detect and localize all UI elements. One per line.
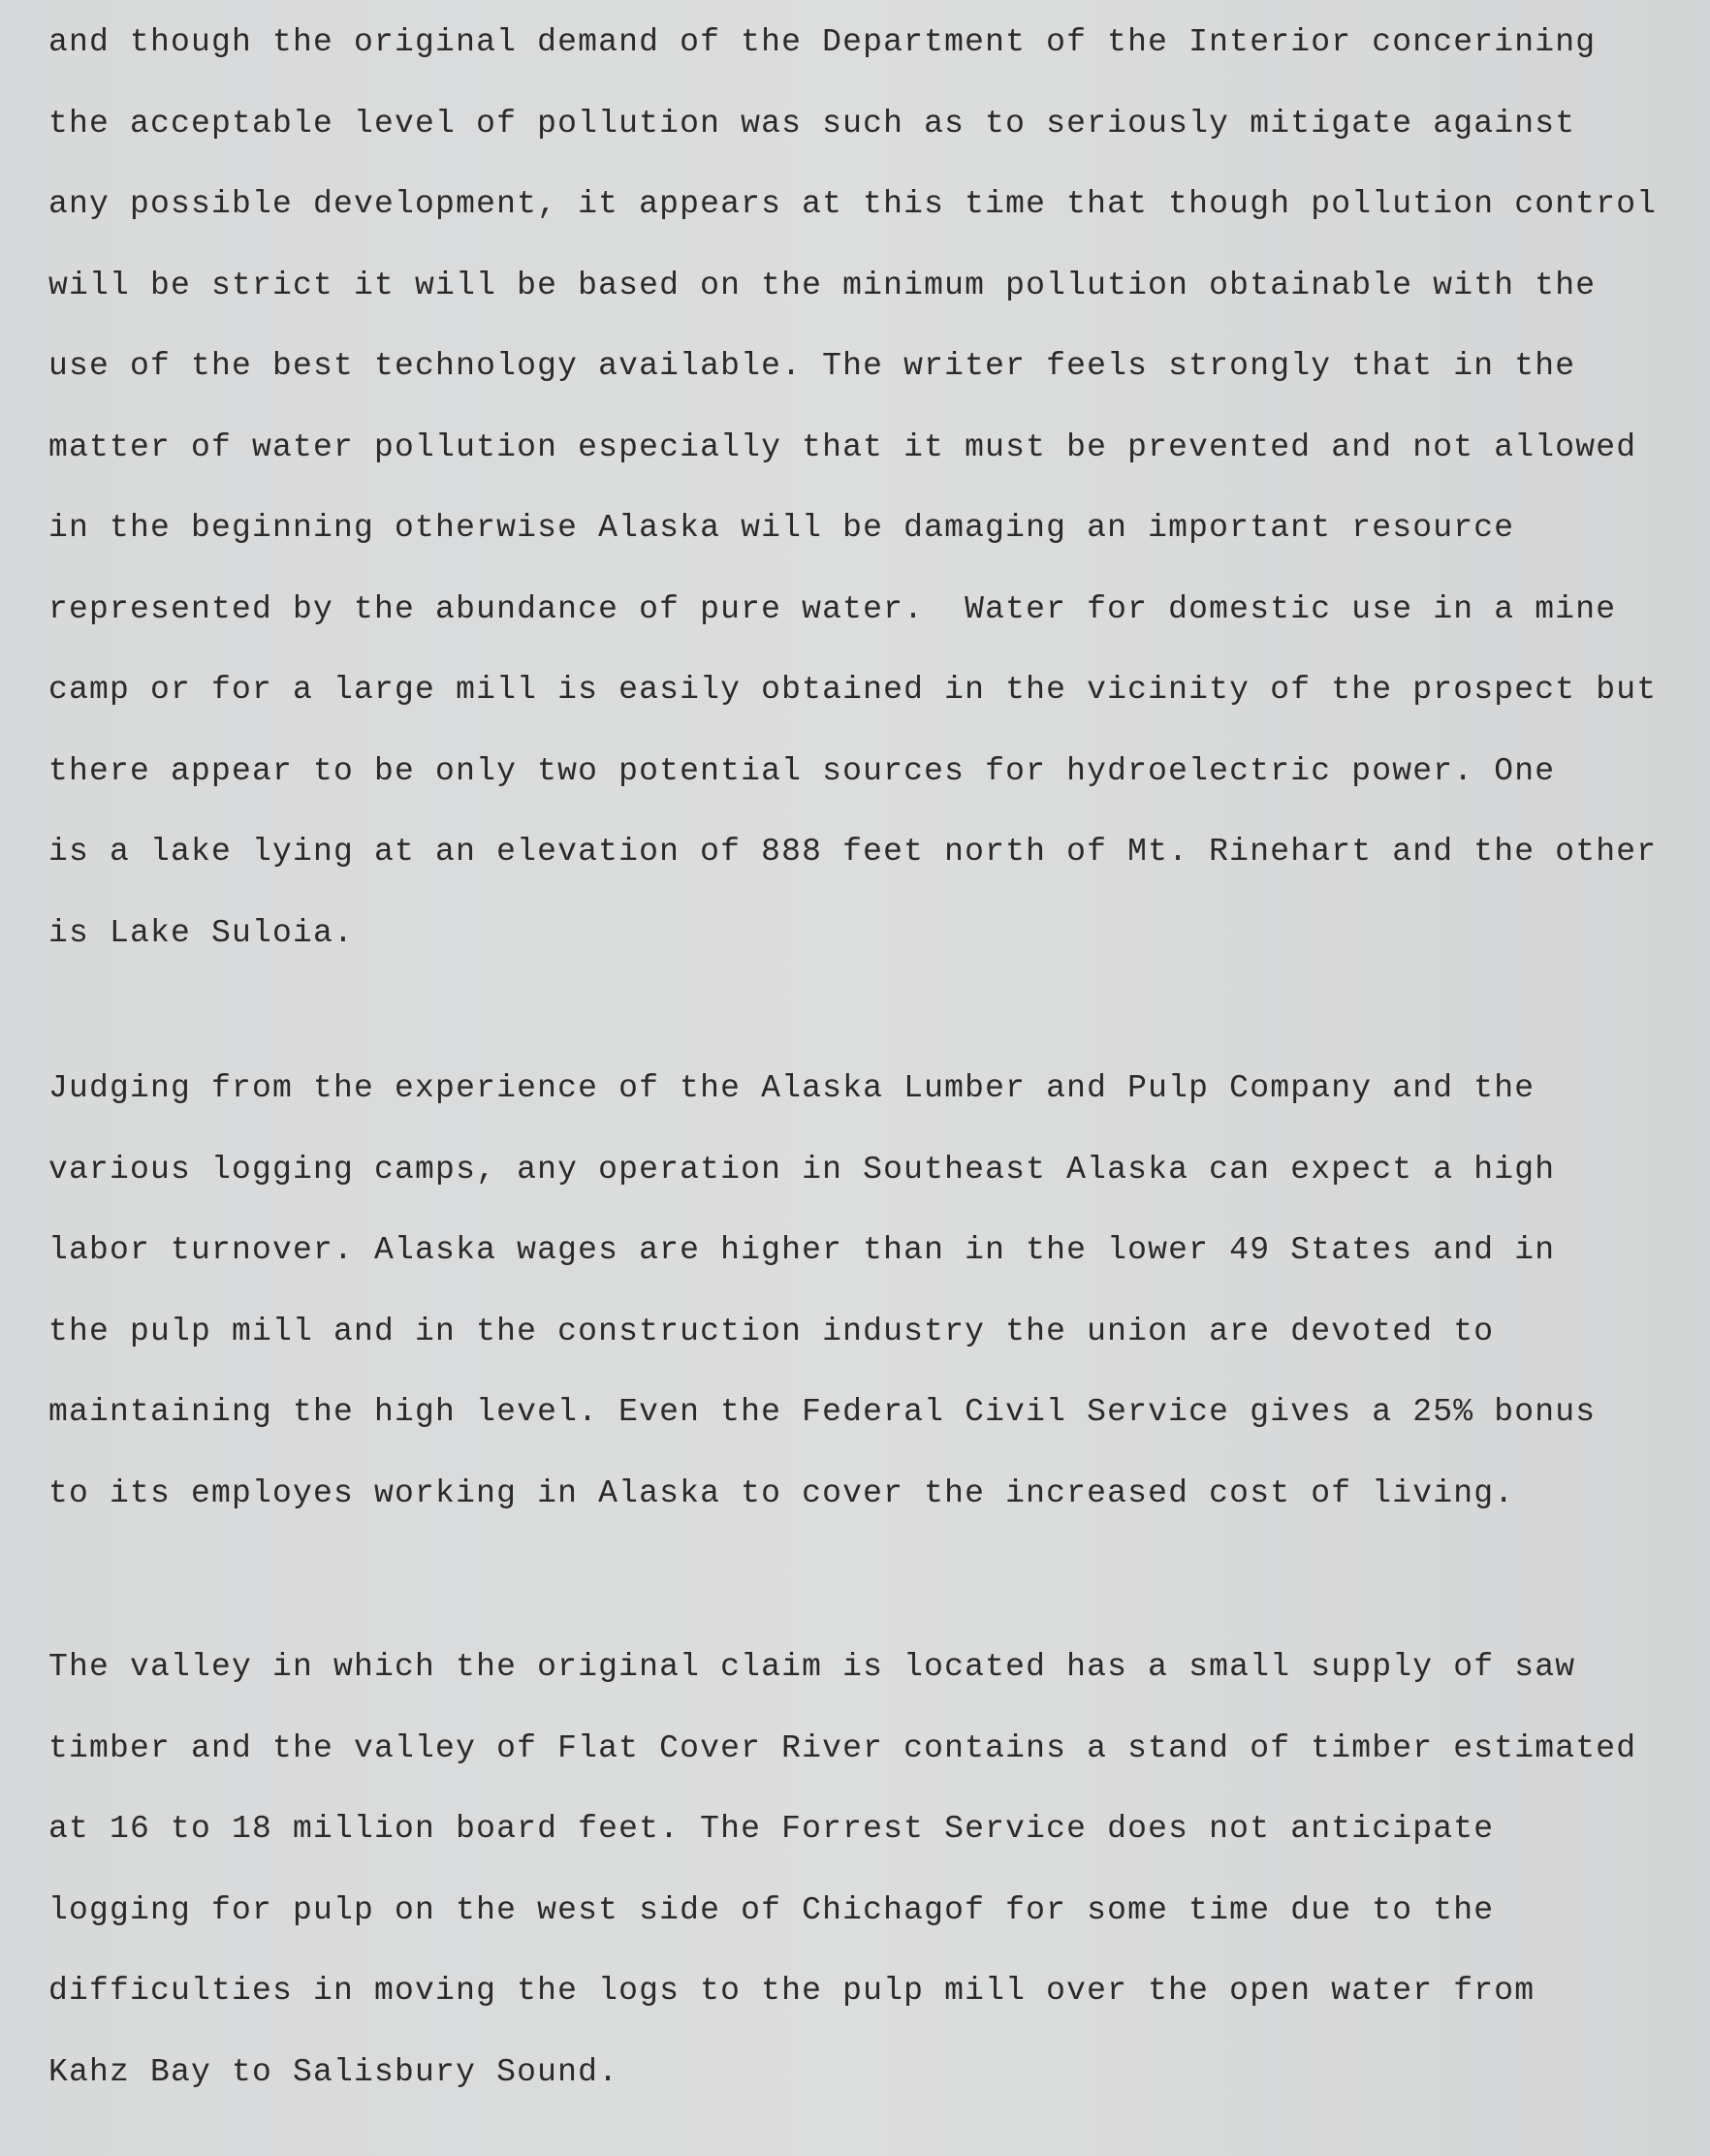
paragraph-pollution-and-power [48, 2, 1667, 973]
paragraph-labor-turnover [48, 1048, 1667, 1534]
text-line: to its employes working in Alaska to cover the increased cost of living. [48, 1474, 1515, 1511]
text-line: is a lake lying at an elevation of 888 feet north of Mt. Rinehart and the other [48, 834, 1658, 870]
text-line: will be strict it will be based on the minimum pollution obtainable with the [48, 267, 1597, 303]
text-line: the acceptable level of pollution was such as to seriously mitigate against [48, 105, 1576, 142]
text-line: camp or for a large mill is easily obtained in the vicinity of the prospect but [48, 672, 1658, 708]
text-line: labor turnover. Alaska wages are higher than in the lower 49 States and in [48, 1232, 1556, 1268]
text-line: the pulp mill and in the construction industry the union are devoted to [48, 1313, 1495, 1349]
text-line: maintaining the high level. Even the Federal Civil Service gives a 25% bonus [48, 1394, 1597, 1430]
text-line: Judging from the experience of the Alaska Lumber and Pulp Company and the [48, 1070, 1536, 1106]
text-line: timber and the valley of Flat Cover River contains a stand of timber estimated [48, 1729, 1637, 1766]
text-line: and though the original demand of the Department of the Interior concerining [48, 24, 1597, 60]
text-line: use of the best technology available. The writer feels strongly that in the [48, 348, 1576, 384]
text-line: any possible development, it appears at this time that though pollution control [48, 186, 1658, 222]
text-line: represented by the abundance of pure water. Water for domestic use in a mine [48, 590, 1617, 627]
text-line: there appear to be only two potential sources for hydroelectric power. One [48, 752, 1556, 789]
text-line: Kahz Bay to Salisbury Sound. [48, 2053, 619, 2090]
text-line: is Lake Suloia. [48, 914, 355, 951]
paragraph-timber-supply [48, 1627, 1667, 2112]
text-line: difficulties in moving the logs to the pulp mill over the open water from [48, 1973, 1536, 2009]
text-line: logging for pulp on the west side of Chichagof for some time due to the [48, 1891, 1495, 1928]
text-line: various logging camps, any operation in Southeast Alaska can expect a high [48, 1151, 1556, 1188]
text-line: The valley in which the original claim is located has a small supply of saw [48, 1649, 1576, 1685]
text-line: matter of water pollution especially that it must be prevented and not allowed [48, 428, 1637, 465]
text-line: at 16 to 18 million board feet. The Forrest Service does not anticipate [48, 1811, 1495, 1847]
text-line: in the beginning otherwise Alaska will be damaging an important resource [48, 510, 1515, 546]
